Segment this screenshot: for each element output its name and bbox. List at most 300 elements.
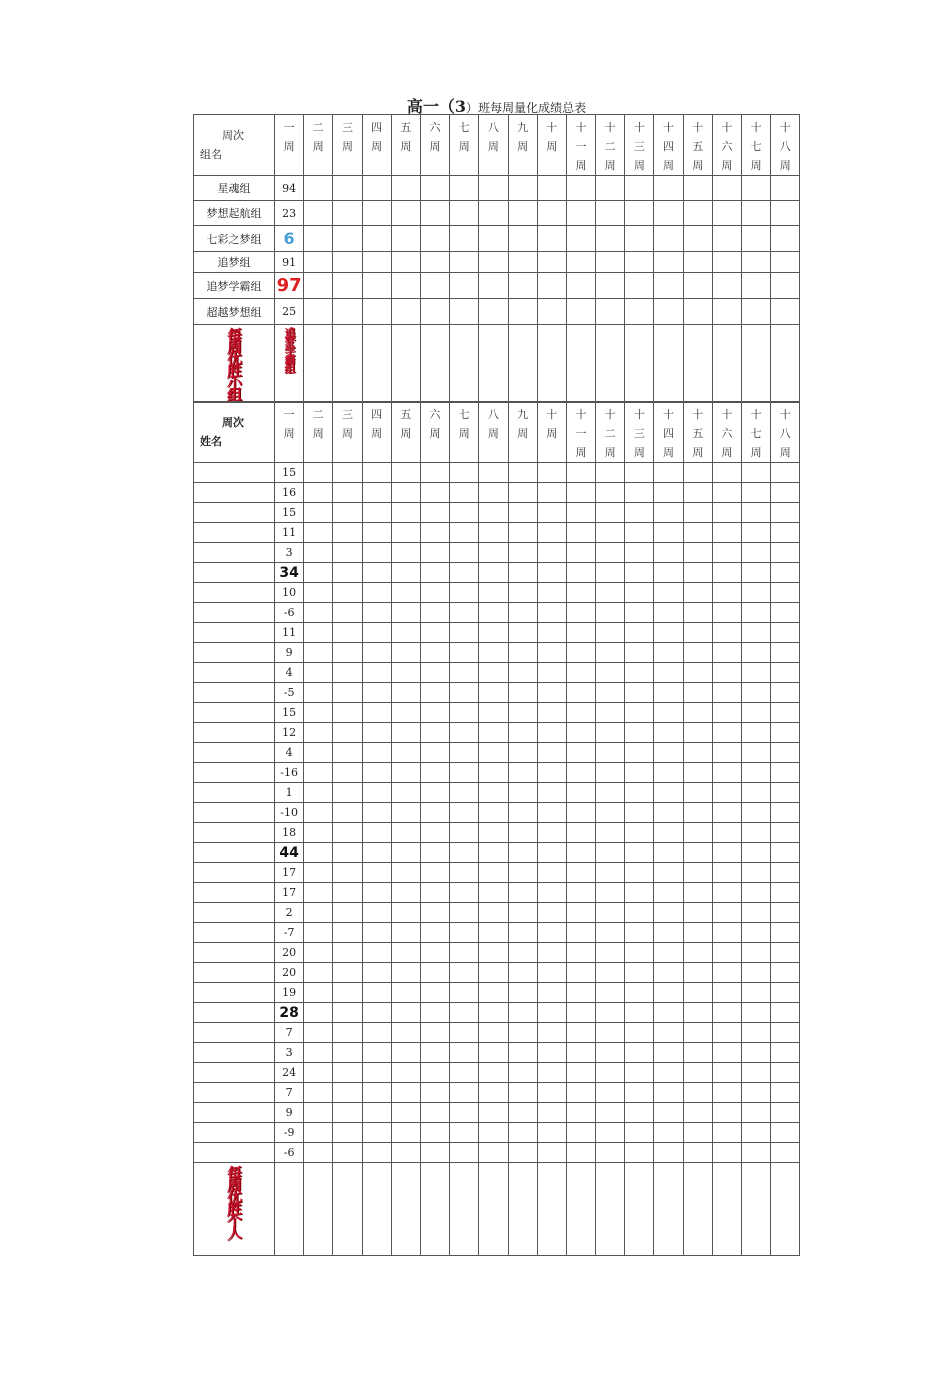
score-cell[interactable] — [566, 463, 595, 483]
score-cell[interactable] — [596, 843, 625, 863]
score-cell[interactable] — [537, 823, 566, 843]
score-cell[interactable] — [771, 483, 800, 503]
score-cell[interactable] — [391, 883, 420, 903]
score-cell[interactable] — [508, 803, 537, 823]
score-cell[interactable] — [304, 703, 333, 723]
score-cell[interactable] — [450, 803, 479, 823]
score-cell[interactable] — [508, 201, 537, 226]
score-cell[interactable] — [771, 543, 800, 563]
score-cell[interactable] — [362, 201, 391, 226]
score-cell[interactable] — [742, 1043, 771, 1063]
score-cell[interactable] — [362, 503, 391, 523]
score-cell[interactable] — [391, 863, 420, 883]
score-cell[interactable] — [596, 1123, 625, 1143]
person-score-week1[interactable] — [275, 483, 304, 503]
score-cell[interactable] — [771, 583, 800, 603]
score-cell[interactable] — [683, 783, 712, 803]
score-cell[interactable] — [625, 883, 654, 903]
score-cell[interactable] — [333, 903, 362, 923]
group-score-week1[interactable] — [275, 201, 304, 226]
score-cell[interactable] — [450, 325, 479, 403]
score-cell[interactable] — [508, 273, 537, 299]
score-cell[interactable] — [420, 463, 449, 483]
score-cell[interactable] — [537, 683, 566, 703]
score-cell[interactable] — [771, 463, 800, 483]
score-cell[interactable] — [742, 703, 771, 723]
score-cell[interactable] — [625, 503, 654, 523]
score-cell[interactable] — [654, 483, 683, 503]
score-cell[interactable] — [625, 623, 654, 643]
score-cell[interactable] — [742, 903, 771, 923]
score-cell[interactable] — [537, 943, 566, 963]
score-cell[interactable] — [742, 325, 771, 403]
score-cell[interactable] — [742, 1123, 771, 1143]
score-cell[interactable] — [420, 1163, 449, 1256]
score-cell[interactable] — [420, 663, 449, 683]
score-cell[interactable] — [654, 623, 683, 643]
score-cell[interactable] — [683, 663, 712, 683]
score-cell[interactable] — [566, 743, 595, 763]
score-cell[interactable] — [420, 1143, 449, 1163]
score-cell[interactable] — [683, 523, 712, 543]
score-cell[interactable] — [450, 683, 479, 703]
person-score-week1[interactable] — [275, 623, 304, 643]
score-cell[interactable] — [362, 743, 391, 763]
score-cell[interactable] — [566, 683, 595, 703]
score-cell[interactable] — [625, 176, 654, 201]
score-cell[interactable] — [479, 1003, 508, 1023]
score-cell[interactable] — [362, 252, 391, 273]
person-score-week1[interactable] — [275, 943, 304, 963]
score-cell[interactable] — [362, 1103, 391, 1123]
score-cell[interactable] — [508, 943, 537, 963]
score-cell[interactable] — [625, 1143, 654, 1163]
score-cell[interactable] — [450, 783, 479, 803]
score-cell[interactable] — [450, 252, 479, 273]
score-cell[interactable] — [362, 563, 391, 583]
score-cell[interactable] — [333, 226, 362, 252]
score-cell[interactable] — [537, 1163, 566, 1256]
group-score-week1[interactable] — [275, 273, 304, 299]
score-cell[interactable] — [654, 703, 683, 723]
score-cell[interactable] — [625, 1103, 654, 1123]
score-cell[interactable] — [333, 252, 362, 273]
score-cell[interactable] — [304, 1083, 333, 1103]
score-cell[interactable] — [771, 1143, 800, 1163]
score-cell[interactable] — [420, 583, 449, 603]
score-cell[interactable] — [654, 1143, 683, 1163]
score-cell[interactable] — [712, 503, 741, 523]
score-cell[interactable] — [362, 643, 391, 663]
score-cell[interactable] — [596, 983, 625, 1003]
score-cell[interactable] — [683, 823, 712, 843]
score-cell[interactable] — [625, 903, 654, 923]
score-cell[interactable] — [654, 903, 683, 923]
score-cell[interactable] — [654, 923, 683, 943]
score-cell[interactable] — [654, 1083, 683, 1103]
score-cell[interactable] — [391, 683, 420, 703]
score-cell[interactable] — [304, 1103, 333, 1123]
score-cell[interactable] — [654, 823, 683, 843]
score-cell[interactable] — [566, 983, 595, 1003]
score-cell[interactable] — [625, 523, 654, 543]
score-cell[interactable] — [742, 603, 771, 623]
person-score-week1[interactable] — [275, 923, 304, 943]
score-cell[interactable] — [742, 523, 771, 543]
score-cell[interactable] — [712, 299, 741, 325]
score-cell[interactable] — [304, 299, 333, 325]
score-cell[interactable] — [566, 273, 595, 299]
score-cell[interactable] — [712, 483, 741, 503]
score-cell[interactable] — [333, 863, 362, 883]
score-cell[interactable] — [479, 176, 508, 201]
score-cell[interactable] — [625, 201, 654, 226]
score-cell[interactable] — [771, 683, 800, 703]
score-cell[interactable] — [654, 743, 683, 763]
score-cell[interactable] — [771, 983, 800, 1003]
score-cell[interactable] — [683, 983, 712, 1003]
score-cell[interactable] — [420, 823, 449, 843]
score-cell[interactable] — [742, 843, 771, 863]
score-cell[interactable] — [596, 723, 625, 743]
score-cell[interactable] — [742, 863, 771, 883]
score-cell[interactable] — [683, 1063, 712, 1083]
score-cell[interactable] — [712, 523, 741, 543]
score-cell[interactable] — [420, 543, 449, 563]
score-cell[interactable] — [742, 983, 771, 1003]
score-cell[interactable] — [420, 783, 449, 803]
score-cell[interactable] — [450, 483, 479, 503]
score-cell[interactable] — [537, 523, 566, 543]
score-cell[interactable] — [391, 1043, 420, 1063]
score-cell[interactable] — [742, 823, 771, 843]
score-cell[interactable] — [654, 226, 683, 252]
score-cell[interactable] — [420, 763, 449, 783]
score-cell[interactable] — [391, 643, 420, 663]
score-cell[interactable] — [683, 903, 712, 923]
score-cell[interactable] — [683, 201, 712, 226]
score-cell[interactable] — [625, 583, 654, 603]
score-cell[interactable] — [771, 903, 800, 923]
score-cell[interactable] — [304, 523, 333, 543]
score-cell[interactable] — [712, 325, 741, 403]
score-cell[interactable] — [508, 703, 537, 723]
score-cell[interactable] — [683, 643, 712, 663]
score-cell[interactable] — [654, 783, 683, 803]
score-cell[interactable] — [304, 563, 333, 583]
score-cell[interactable] — [362, 583, 391, 603]
score-cell[interactable] — [391, 903, 420, 923]
score-cell[interactable] — [420, 563, 449, 583]
score-cell[interactable] — [742, 883, 771, 903]
score-cell[interactable] — [742, 923, 771, 943]
score-cell[interactable] — [420, 1083, 449, 1103]
score-cell[interactable] — [333, 943, 362, 963]
score-cell[interactable] — [537, 863, 566, 883]
score-cell[interactable] — [566, 643, 595, 663]
score-cell[interactable] — [362, 663, 391, 683]
score-cell[interactable] — [683, 483, 712, 503]
person-score-week1[interactable] — [275, 663, 304, 683]
score-cell[interactable] — [654, 299, 683, 325]
score-cell[interactable] — [654, 1103, 683, 1123]
score-cell[interactable] — [362, 783, 391, 803]
score-cell[interactable] — [391, 823, 420, 843]
score-cell[interactable] — [479, 863, 508, 883]
score-cell[interactable] — [304, 463, 333, 483]
score-cell[interactable] — [508, 723, 537, 743]
score-cell[interactable] — [566, 299, 595, 325]
score-cell[interactable] — [479, 783, 508, 803]
score-cell[interactable] — [654, 1123, 683, 1143]
score-cell[interactable] — [420, 683, 449, 703]
score-cell[interactable] — [420, 226, 449, 252]
score-cell[interactable] — [508, 1163, 537, 1256]
person-score-week1[interactable] — [275, 1083, 304, 1103]
score-cell[interactable] — [420, 883, 449, 903]
score-cell[interactable] — [508, 563, 537, 583]
score-cell[interactable] — [479, 703, 508, 723]
score-cell[interactable] — [537, 583, 566, 603]
score-cell[interactable] — [508, 1143, 537, 1163]
score-cell[interactable] — [479, 843, 508, 863]
score-cell[interactable] — [537, 483, 566, 503]
score-cell[interactable] — [712, 1103, 741, 1123]
score-cell[interactable] — [508, 963, 537, 983]
score-cell[interactable] — [683, 1163, 712, 1256]
score-cell[interactable] — [683, 943, 712, 963]
score-cell[interactable] — [537, 201, 566, 226]
score-cell[interactable] — [362, 463, 391, 483]
score-cell[interactable] — [537, 503, 566, 523]
score-cell[interactable] — [304, 743, 333, 763]
score-cell[interactable] — [450, 863, 479, 883]
score-cell[interactable] — [304, 943, 333, 963]
score-cell[interactable] — [508, 983, 537, 1003]
score-cell[interactable] — [362, 483, 391, 503]
score-cell[interactable] — [771, 603, 800, 623]
score-cell[interactable] — [625, 943, 654, 963]
score-cell[interactable] — [362, 883, 391, 903]
score-cell[interactable] — [333, 723, 362, 743]
score-cell[interactable] — [683, 1023, 712, 1043]
score-cell[interactable] — [420, 1043, 449, 1063]
score-cell[interactable] — [391, 563, 420, 583]
person-score-week1[interactable] — [275, 603, 304, 623]
score-cell[interactable] — [508, 1003, 537, 1023]
score-cell[interactable] — [712, 823, 741, 843]
score-cell[interactable] — [654, 1163, 683, 1256]
score-cell[interactable] — [333, 1063, 362, 1083]
score-cell[interactable] — [683, 583, 712, 603]
score-cell[interactable] — [450, 663, 479, 683]
score-cell[interactable] — [683, 803, 712, 823]
score-cell[interactable] — [479, 543, 508, 563]
score-cell[interactable] — [683, 883, 712, 903]
score-cell[interactable] — [566, 325, 595, 403]
score-cell[interactable] — [654, 463, 683, 483]
score-cell[interactable] — [654, 503, 683, 523]
score-cell[interactable] — [683, 563, 712, 583]
score-cell[interactable] — [654, 983, 683, 1003]
score-cell[interactable] — [391, 325, 420, 403]
score-cell[interactable] — [596, 863, 625, 883]
score-cell[interactable] — [596, 583, 625, 603]
score-cell[interactable] — [304, 963, 333, 983]
score-cell[interactable] — [771, 923, 800, 943]
score-cell[interactable] — [333, 623, 362, 643]
score-cell[interactable] — [683, 683, 712, 703]
score-cell[interactable] — [479, 1023, 508, 1043]
score-cell[interactable] — [304, 1003, 333, 1023]
score-cell[interactable] — [508, 643, 537, 663]
score-cell[interactable] — [771, 1123, 800, 1143]
score-cell[interactable] — [566, 503, 595, 523]
score-cell[interactable] — [304, 176, 333, 201]
score-cell[interactable] — [712, 1163, 741, 1256]
score-cell[interactable] — [508, 252, 537, 273]
score-cell[interactable] — [333, 963, 362, 983]
score-cell[interactable] — [712, 623, 741, 643]
score-cell[interactable] — [771, 843, 800, 863]
score-cell[interactable] — [450, 563, 479, 583]
score-cell[interactable] — [712, 843, 741, 863]
person-score-week1[interactable] — [275, 783, 304, 803]
score-cell[interactable] — [304, 226, 333, 252]
score-cell[interactable] — [683, 299, 712, 325]
score-cell[interactable] — [362, 823, 391, 843]
score-cell[interactable] — [625, 603, 654, 623]
score-cell[interactable] — [479, 226, 508, 252]
score-cell[interactable] — [712, 252, 741, 273]
score-cell[interactable] — [712, 583, 741, 603]
score-cell[interactable] — [450, 603, 479, 623]
score-cell[interactable] — [596, 201, 625, 226]
score-cell[interactable] — [771, 763, 800, 783]
score-cell[interactable] — [362, 299, 391, 325]
score-cell[interactable] — [450, 1003, 479, 1023]
score-cell[interactable] — [508, 1043, 537, 1063]
score-cell[interactable] — [771, 663, 800, 683]
score-cell[interactable] — [420, 483, 449, 503]
score-cell[interactable] — [596, 1023, 625, 1043]
score-cell[interactable] — [683, 226, 712, 252]
score-cell[interactable] — [420, 201, 449, 226]
score-cell[interactable] — [391, 1003, 420, 1023]
score-cell[interactable] — [391, 803, 420, 823]
score-cell[interactable] — [683, 1103, 712, 1123]
score-cell[interactable] — [362, 923, 391, 943]
score-cell[interactable] — [479, 273, 508, 299]
score-cell[interactable] — [508, 483, 537, 503]
score-cell[interactable] — [596, 683, 625, 703]
score-cell[interactable] — [479, 503, 508, 523]
person-score-week1[interactable] — [275, 1063, 304, 1083]
score-cell[interactable] — [362, 623, 391, 643]
score-cell[interactable] — [683, 1003, 712, 1023]
score-cell[interactable] — [362, 543, 391, 563]
score-cell[interactable] — [683, 543, 712, 563]
score-cell[interactable] — [537, 563, 566, 583]
score-cell[interactable] — [625, 723, 654, 743]
score-cell[interactable] — [362, 1083, 391, 1103]
score-cell[interactable] — [654, 763, 683, 783]
score-cell[interactable] — [362, 1143, 391, 1163]
score-cell[interactable] — [450, 1063, 479, 1083]
score-cell[interactable] — [566, 1083, 595, 1103]
score-cell[interactable] — [771, 1063, 800, 1083]
score-cell[interactable] — [683, 252, 712, 273]
score-cell[interactable] — [712, 883, 741, 903]
score-cell[interactable] — [391, 623, 420, 643]
score-cell[interactable] — [391, 523, 420, 543]
score-cell[interactable] — [596, 743, 625, 763]
person-score-week1[interactable] — [275, 803, 304, 823]
score-cell[interactable] — [420, 643, 449, 663]
score-cell[interactable] — [537, 963, 566, 983]
score-cell[interactable] — [391, 983, 420, 1003]
person-score-week1[interactable] — [275, 543, 304, 563]
score-cell[interactable] — [304, 763, 333, 783]
score-cell[interactable] — [391, 703, 420, 723]
score-cell[interactable] — [712, 1063, 741, 1083]
score-cell[interactable] — [566, 1103, 595, 1123]
score-cell[interactable] — [596, 299, 625, 325]
score-cell[interactable] — [566, 803, 595, 823]
score-cell[interactable] — [333, 583, 362, 603]
score-cell[interactable] — [625, 325, 654, 403]
score-cell[interactable] — [566, 201, 595, 226]
score-cell[interactable] — [683, 1083, 712, 1103]
score-cell[interactable] — [596, 703, 625, 723]
score-cell[interactable] — [508, 863, 537, 883]
score-cell[interactable] — [304, 723, 333, 743]
score-cell[interactable] — [304, 683, 333, 703]
score-cell[interactable] — [391, 743, 420, 763]
score-cell[interactable] — [304, 1123, 333, 1143]
score-cell[interactable] — [479, 643, 508, 663]
score-cell[interactable] — [362, 1163, 391, 1256]
score-cell[interactable] — [333, 783, 362, 803]
score-cell[interactable] — [654, 583, 683, 603]
score-cell[interactable] — [566, 623, 595, 643]
score-cell[interactable] — [391, 923, 420, 943]
score-cell[interactable] — [362, 1003, 391, 1023]
score-cell[interactable] — [333, 1163, 362, 1256]
score-cell[interactable] — [712, 943, 741, 963]
score-cell[interactable] — [537, 803, 566, 823]
score-cell[interactable] — [596, 803, 625, 823]
score-cell[interactable] — [537, 463, 566, 483]
score-cell[interactable] — [479, 803, 508, 823]
score-cell[interactable] — [304, 1143, 333, 1163]
score-cell[interactable] — [479, 963, 508, 983]
score-cell[interactable] — [508, 463, 537, 483]
score-cell[interactable] — [420, 1103, 449, 1123]
score-cell[interactable] — [479, 623, 508, 643]
score-cell[interactable] — [479, 1163, 508, 1256]
score-cell[interactable] — [742, 663, 771, 683]
score-cell[interactable] — [566, 1163, 595, 1256]
group-score-week1[interactable] — [275, 226, 304, 252]
person-score-week1[interactable] — [275, 743, 304, 763]
score-cell[interactable] — [537, 663, 566, 683]
score-cell[interactable] — [625, 226, 654, 252]
score-cell[interactable] — [683, 176, 712, 201]
score-cell[interactable] — [566, 663, 595, 683]
score-cell[interactable] — [654, 252, 683, 273]
score-cell[interactable] — [391, 201, 420, 226]
